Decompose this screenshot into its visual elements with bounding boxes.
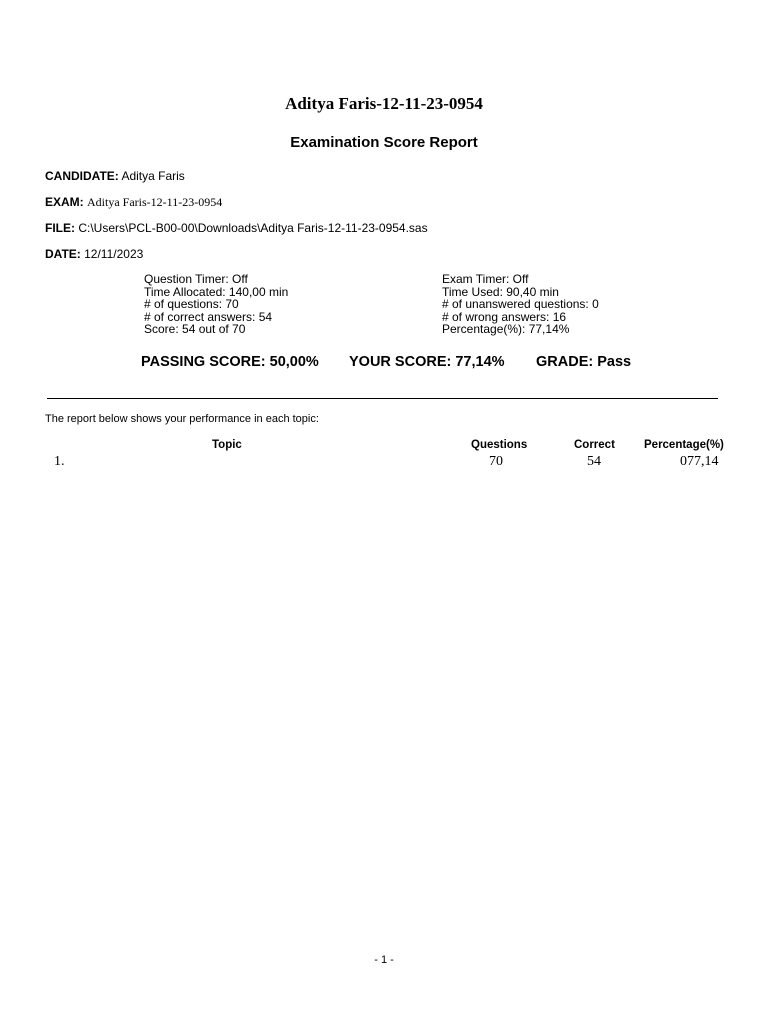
score: Score: 54 out of 70 [144,322,246,337]
stats-right [442,273,599,336]
header-percentage: Percentage(%) [644,439,724,451]
exam-timer: Exam Timer: Off [442,272,529,286]
report-title: Examination Score Report [290,134,478,151]
date-line [45,247,143,261]
correct-answers: # of correct answers: 54 [144,309,273,324]
file-label: FILE: [45,221,75,235]
file-value: C:\Users\PCL-B00-00\Downloads\Aditya Faris-12-11-23-0954.sas [78,221,428,235]
date-label: DATE: [45,247,81,261]
candidate-label: CANDIDATE: [45,169,119,183]
header-questions: Questions [471,439,528,451]
time-allocated: Time Allocated: 140,00 min [144,284,289,299]
unanswered-questions: # of unanswered questions: 0 [442,297,599,312]
stats-left [144,273,288,336]
document-title: Aditya Faris-12-11-23-0954 [285,94,483,113]
date-value: 12/11/2023 [84,247,144,261]
row-percentage: 077,14 [680,454,719,469]
exam-line [45,195,222,210]
candidate-line [45,169,185,183]
page-number: - 1 - [374,954,394,966]
header-topic: Topic [212,439,242,451]
candidate-value: Aditya Faris [121,169,185,183]
row-correct: 54 [587,454,601,469]
divider-line [47,398,718,399]
row-questions: 70 [489,454,503,469]
number-of-questions: # of questions: 70 [144,297,239,312]
exam-label: EXAM: [45,195,84,209]
exam-value: Aditya Faris-12-11-23-0954 [87,195,223,209]
file-line [45,221,428,235]
header-correct: Correct [574,439,615,451]
row-number: 1. [54,454,65,469]
time-used: Time Used: 90,40 min [442,284,559,299]
question-timer: Question Timer: Off [144,272,248,286]
passing-score: PASSING SCORE: 50,00% [141,354,319,370]
your-score: YOUR SCORE: 77,14% [349,354,505,370]
grade: GRADE: Pass [536,354,632,370]
topics-intro: The report below shows your performance in each topic: [45,413,319,425]
wrong-answers: # of wrong answers: 16 [442,309,567,324]
percentage: Percentage(%): 77,14% [442,322,570,337]
